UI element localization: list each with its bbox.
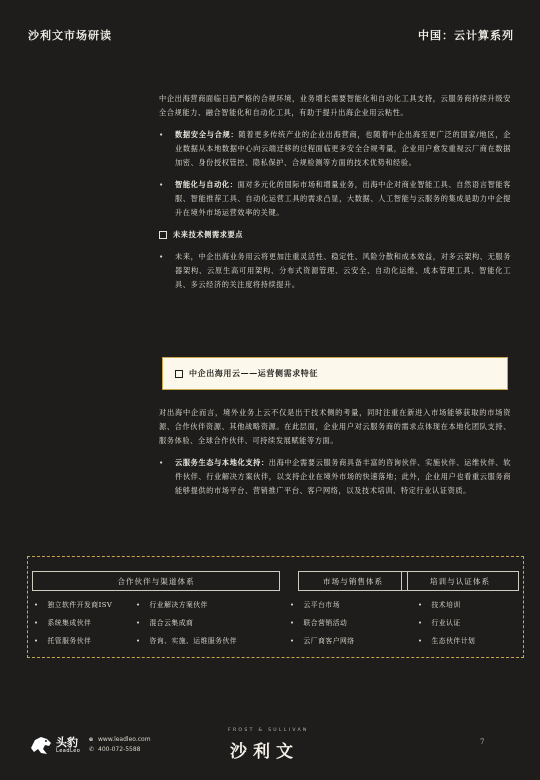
bullet-dot-icon: • <box>159 252 164 262</box>
logo-cn-text: 头豹 <box>56 735 78 749</box>
bullet-ecosystem <box>159 456 511 498</box>
tech-section <box>159 92 511 292</box>
phone-icon: ✆ <box>89 746 95 754</box>
ops-section <box>159 406 511 498</box>
list-item: • 云平台市场 <box>290 599 340 609</box>
checkbox-icon <box>159 231 167 239</box>
frost-sullivan-en: FROST & SULLIVAN <box>228 728 309 733</box>
ops-intro-paragraph: 对出海中企而言，境外业务上云不仅是出于技术侧的考量，同时注重在新进入市场能够获取的市场资源、合作伙伴资源、其他战略资源。在此层面，企业用户对云服务商的需求点体现在本地化团队支持、服务体验、全球合作伙伴、可持续发展赋能等方面。 <box>159 408 511 446</box>
ecosystem-panel <box>27 556 524 658</box>
bullet-text: 随着更多传统产业的企业出海营商，也随着中企出海至更广泛的国家/地区，企业数据从本地数据中心向云端迁移的过程面临更多安全合规考量，企业用户愈发重视云厂商在数据加密、身份授权管控、隐私保护、合规检测等方面的技术优势和经验。 <box>175 130 511 168</box>
bullet-title: 智能化与自动化： <box>175 180 238 190</box>
page-header-left: 沙利文市场研读 <box>28 29 112 42</box>
page-number: 7 <box>480 738 485 746</box>
leadleo-logo <box>29 734 80 756</box>
list-item: • 独立软件开发商ISV <box>34 599 112 609</box>
bullet-text: 面对多元化的国际市场和增量业务，出海中企对商业智能工具、自然语言智能客服、智能推荐工具、自动化运营工具的需求凸显，大数据、人工智能与云服务的集成是助力中企提升在境外市场运营效率的关键。 <box>175 180 511 218</box>
future-heading <box>159 228 511 242</box>
bullet-title: 云服务生态与本地化支持： <box>175 458 269 468</box>
logo-en-text: LeadLeo <box>56 747 81 754</box>
bullet-dot-icon: • <box>159 458 164 468</box>
list-item: • 托管服务伙伴 <box>34 635 91 645</box>
list-item: • 行业解决方案伙伴 <box>136 599 208 609</box>
bullet-text: 出海中企需要云服务商具备丰富的咨询伙伴、实施伙伴、运维伙伴、软件伙伴、行业解决方案伙伴，以支持企业在境外市场的快速落地；此外，企业用户也看重云服务商能够提供的市场平台、营销推广平台、客户网络，以及技术培训、特定行业认证资质。 <box>175 458 512 496</box>
bullet-data-security <box>159 128 511 170</box>
list-item: • 咨询、实施、运维服务伙伴 <box>136 635 237 645</box>
list-item: • 技术培训 <box>418 599 461 609</box>
page-header-right: 中国：云计算系列 <box>418 29 514 42</box>
bullet-future <box>159 250 511 292</box>
web-icon: e <box>89 736 94 743</box>
ops-callout-box <box>162 357 508 390</box>
frost-sullivan-cn: 沙利文 <box>230 742 299 762</box>
bullet-title: 数据安全与合规： <box>175 130 239 140</box>
list-item: • 生态伙伴计划 <box>418 635 475 645</box>
leopard-logo-icon <box>29 734 53 756</box>
bullet-text: 未来，中企出海业务用云将更加注重灵活性、稳定性、风险分散和成本效益，对多云架构、无服务器架构、云原生高可用架构、分布式资源管理、云安全、自动化运维、成本管理工具、智能化工具、多云经济的关注度将持续提升。 <box>175 252 511 290</box>
website-link[interactable]: www.leadleo.com <box>98 736 151 743</box>
list-item: • 系统集成伙伴 <box>34 617 91 627</box>
bullet-dot-icon: • <box>159 180 164 190</box>
partner-header: 合作伙伴与渠道体系 <box>32 571 280 591</box>
intro-paragraph: 中企出海营商面临日趋严格的合规环境，业务增长需要智能化和自动化工具支持，云服务商持续升级安全合规能力、融合智能化和自动化工具，有助于提升出海企业用云粘性。 <box>159 94 511 118</box>
list-item: • 联合营销活动 <box>290 617 347 627</box>
phone-number: 400-072-5588 <box>98 746 141 754</box>
list-item: • 行业认证 <box>418 617 461 627</box>
contact-info <box>89 735 151 755</box>
bullet-automation <box>159 178 511 220</box>
callout-title: 中企出海用云——运营侧需求特征 <box>189 368 318 378</box>
future-heading-text: 未来技术侧需求要点 <box>173 230 244 240</box>
training-header: 培训与认证体系 <box>401 571 519 591</box>
checkbox-icon <box>175 370 183 378</box>
list-item: • 混合云集成商 <box>136 617 193 627</box>
bullet-dot-icon: • <box>159 130 164 140</box>
list-item: • 云厂商客户网络 <box>290 635 355 645</box>
market-header: 市场与销售体系 <box>298 571 408 591</box>
